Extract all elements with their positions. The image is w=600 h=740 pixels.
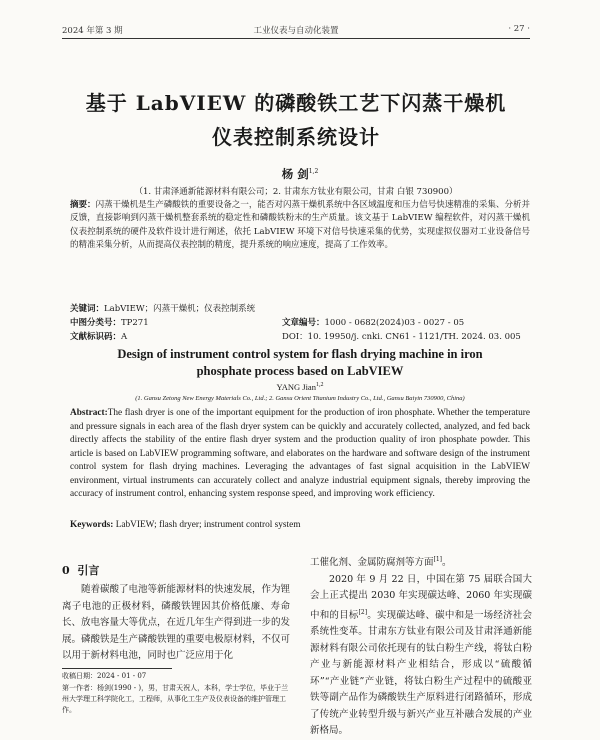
header-journal: 工业仪表与自动化装置 xyxy=(253,26,339,36)
footnote-author: 第一作者：杨剑(1990 - )，男，甘肃天祝人，本科，学士学位，毕业于兰州大学理工科学院化工，工程师，从事化工生产及仪表设备的维护管理工作。 xyxy=(62,684,289,714)
abstract-cn-text: 闪蒸干燥机是生产磷酸铁的重要设备之一，能否对闪蒸干燥机系统中各区域温度和压力信号快速精准的采集、分析并反馈，直接影响到闪蒸干燥机整套系统的稳定性和磷酸铁粉末的生产质量。该文基于 LabVIEW 编程软件，对闪蒸干燥机仪表控制系统的硬件及软件设计进行阐述，依托 LabVIEW 环境下对信号快速采集的优势，实现虚拟仪器对工业设备信号的精准采集分析，从而提高仪表控制的精度，提升系统的响应速度，提高了工作效率。 xyxy=(70,200,530,251)
right-p1-text: 工催化剂、金属防腐剂等方面 xyxy=(310,557,434,569)
section-heading xyxy=(62,562,99,578)
header-page-number: · 27 · xyxy=(508,24,530,34)
affiliation-en: (1. Gansu Zetong New Energy Materials Co., Ltd.; 2. Gansu Orient Titanium Industry Co., Ltd., Gansu Baiyin 730900, China) xyxy=(135,395,465,402)
docno-value: 1000 - 0682(2024)03 - 0027 - 05 xyxy=(324,318,465,328)
title-en-line-2: phosphate process based on LabVIEW xyxy=(196,364,404,378)
right-p2-ref: [2] xyxy=(358,608,368,616)
clc-label: 中图分类号： xyxy=(70,318,122,328)
doi-value: 10. 19950/j. cnki. CN61 - 1121/TH. 2024. 03. 005 xyxy=(307,332,521,342)
abstract-cn xyxy=(70,199,530,253)
paper-title-cn xyxy=(60,86,532,154)
abstract-en-label: Abstract: xyxy=(70,408,108,418)
right-p1-end: 。 xyxy=(442,557,452,569)
footnote-divider xyxy=(62,668,172,669)
right-paragraph-2 xyxy=(310,572,532,740)
left-column xyxy=(62,582,290,665)
author-cn xyxy=(0,166,600,182)
left-paragraph-1: 随着碳酸了电池等新能源材料的快速发展，作为锂离子电池的正极材料，磷酸铁锂因其价格低廉、寿命长、放电容量大等优点，在近几年生产得到进一步的发展。磷酸铁是生产磷酸铁锂的重要电极原材料，不仅可以用于新材料电池，同时也广泛应用于化 xyxy=(62,584,291,661)
code-label: 文献标识码： xyxy=(70,332,122,342)
code-value: A xyxy=(121,332,128,342)
right-p2-text: 2020 年 9 月 22 日，中国在第 75 届联合国大会上正式提出 2030 年实现碳达峰、2060 年实现碳中和的目标 xyxy=(310,573,532,621)
title-cn-line-2: 仪表控制系统设计 xyxy=(212,125,380,149)
title-cn-line-1: 基于 LabVIEW 的磷酸铁工艺下闪蒸干燥机 xyxy=(85,91,507,115)
keywords-en-text: LabVIEW; flash dryer; instrument control system xyxy=(115,520,301,530)
keywords-cn-text: LabVIEW；闪蒸干燥机；仪表控制系统 xyxy=(104,304,256,314)
affiliation-cn: （1. 甘肃泽通新能源材料有限公司；2. 甘肃东方钛业有限公司，甘肃 白银 730900） xyxy=(134,187,458,197)
section-title: 引言 xyxy=(77,564,100,577)
right-p1-ref: [1] xyxy=(433,556,443,563)
doi-label: DOI： xyxy=(282,332,308,342)
abstract-cn-label: 摘要： xyxy=(70,200,96,210)
abstract-en-text: The flash dryer is one of the important equipment for the production of iron phosphate. Whether the temperature and pressure signals in each area of the flash dryer system can be quickly and accurately collected, analyzed, and fed back directly affects the stability of the entire flash dryer system and the production quality of iron phosphate powder. This article is based on LabVIEW programming software, and elaborates on the hardware and software design of the instrument control system for flash drying machines. Leveraging the advantages of fast signal acquisition in the LabVIEW environment, virtual instruments can accurately collect and analyze industrial equipment signals, thereby improving the accuracy of instrument control, enhancing system response speed, and improving work efficiency. xyxy=(70,408,530,499)
header-issue: 2024 年第 3 期 xyxy=(62,26,123,36)
title-en-line-1: Design of instrument control system for flash drying machine in iron xyxy=(117,347,483,361)
meta-row-2 xyxy=(70,330,530,343)
right-paragraph-1 xyxy=(310,552,532,572)
keywords-cn xyxy=(70,302,530,314)
keywords-en xyxy=(70,520,530,530)
keywords-en-label: Keywords: xyxy=(70,520,114,530)
paper-title-en xyxy=(90,346,510,380)
author-cn-name: 杨 剑 xyxy=(281,167,309,181)
right-p2-end: 。实现碳达峰、碳中和是一场经济社会系统性变革。甘肃东方钛业有限公司及甘肃泽通新能源材料有限公司依托现有的钛白粉生产线，将钛白粉产业与新能源材料产业相结合，形成以“硫酸循环”“产业链”产业链，将钛白粉生产过程中的硫酸亚铁等副产品作为磷酸铁生产原料进行闭路循环，形成了传统产业转型升级与新兴产业互补融合发展的产业新格局。 xyxy=(310,609,532,737)
docno-label: 文章编号： xyxy=(282,318,325,328)
keywords-cn-label: 关键词： xyxy=(70,304,105,314)
clc-value: TP271 xyxy=(121,318,149,328)
header-divider xyxy=(62,38,530,39)
abstract-en xyxy=(70,407,530,502)
running-header xyxy=(62,22,530,38)
right-column xyxy=(310,552,532,740)
author-en xyxy=(0,382,600,392)
meta-row-1 xyxy=(70,316,530,329)
author-en-sup: 1,2 xyxy=(315,382,324,389)
section-number: 0 xyxy=(62,564,70,577)
footnote-received: 收稿日期：2024 - 01 - 07 xyxy=(62,672,147,680)
author-cn-sup: 1,2 xyxy=(308,168,319,176)
author-en-name: YANG Jian xyxy=(276,382,316,392)
